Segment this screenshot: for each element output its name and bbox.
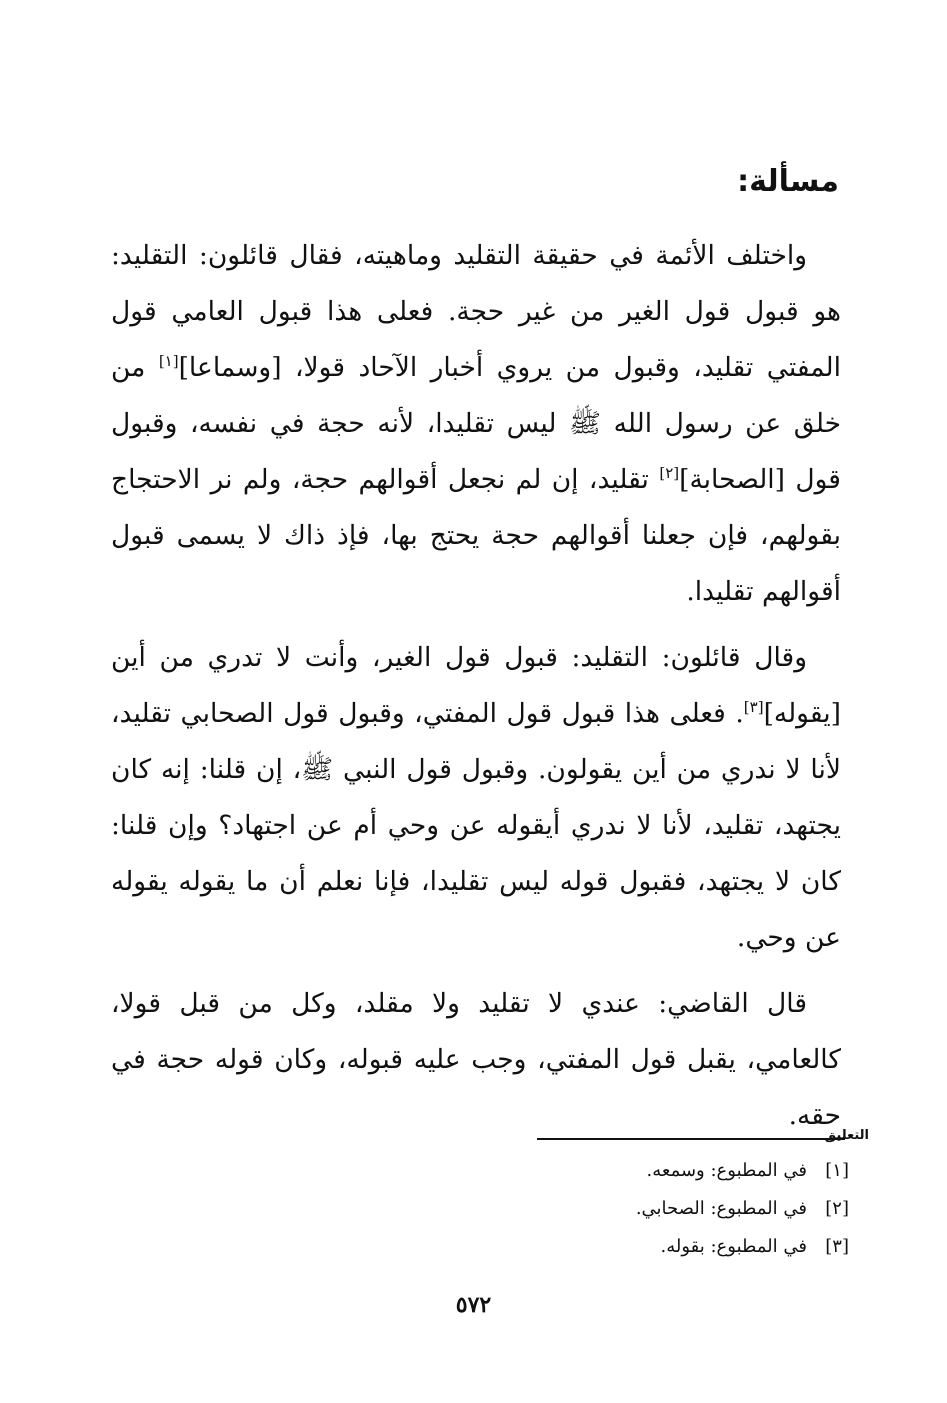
footnotes-list <box>449 1152 849 1266</box>
footnote-3-text: في المطبوع: بقوله. <box>660 1236 807 1257</box>
footnote-divider <box>537 1138 845 1140</box>
paragraph-1-text-b: من خلق عن رسول الله ﷺ ليس تقليدا، لأنه حجة في نفسه، وقبول قول [الصحابة] <box>111 352 841 495</box>
paragraph-1-text-c: تقليد، إن لم نجعل أقوالهم حجة، ولم نر الاحتجاج بقولهم، فإن جعلنا أقوالهم حجة يحتج بها، فإذ ذاك لا يسمى قبول أقوالهم تقليدا. <box>111 464 841 607</box>
paragraph-2-text-b: . فعلى هذا قبول قول المفتي، وقبول قول الصحابي تقليد، لأنا لا ندري من أين يقولون. وقبول قول النبي ﷺ، إن قلنا: إنه كان يجتهد، تقليد، لأنا لا ندري أيقوله عن وحي أم عن اجتهاد؟ وإن قلنا: كان لا يجتهد، فقبول قوله ليس تقليدا، فإنا نعلم أن ما يقوله يقوله عن وحي. <box>111 698 841 953</box>
footnote-3 <box>449 1228 849 1266</box>
paragraph-2-text-a: وقال قائلون: التقليد: قبول قول الغير، وأنت لا تدري من أين [يقوله] <box>111 642 841 729</box>
footnote-3-marker: [٣] <box>825 1236 849 1257</box>
footnote-ref-2: [٢] <box>659 464 680 483</box>
footnote-1-text: في المطبوع: وسمعه. <box>646 1160 807 1181</box>
paragraph-3: قال القاضي: عندي لا تقليد ولا مقلد، وكل من قبل قولا، كالعامي، يقبل قول المفتي، وجب عليه قبوله، وكان قوله حجة في حقه. <box>111 988 841 1131</box>
paragraph-2 <box>111 630 841 966</box>
footnote-2-text: في المطبوع: الصحابي. <box>635 1198 807 1219</box>
footnote-ref-3: [٣] <box>743 698 764 717</box>
footnote-2-marker: [٢] <box>825 1198 849 1219</box>
footnotes-label: التعليق <box>824 1128 869 1143</box>
paragraph-1-text-a: واختلف الأئمة في حقيقة التقليد وماهيته، فقال قائلون: التقليد: هو قبول قول الغير من غير حجة. فعلى هذا قبول العامي قول المفتي تقليد، وقبول من يروي أخبار الآحاد قولا، [وسماعا] <box>111 240 841 383</box>
section-heading: مسألة: <box>737 164 839 199</box>
page-number: ٥٧٢ <box>455 1292 492 1318</box>
footnote-1 <box>449 1152 849 1190</box>
footnote-2 <box>449 1190 849 1228</box>
footnote-ref-1: [١] <box>158 352 179 371</box>
body-text <box>111 228 841 1154</box>
footnote-1-marker: [١] <box>825 1160 849 1181</box>
paragraph-1 <box>111 228 841 620</box>
